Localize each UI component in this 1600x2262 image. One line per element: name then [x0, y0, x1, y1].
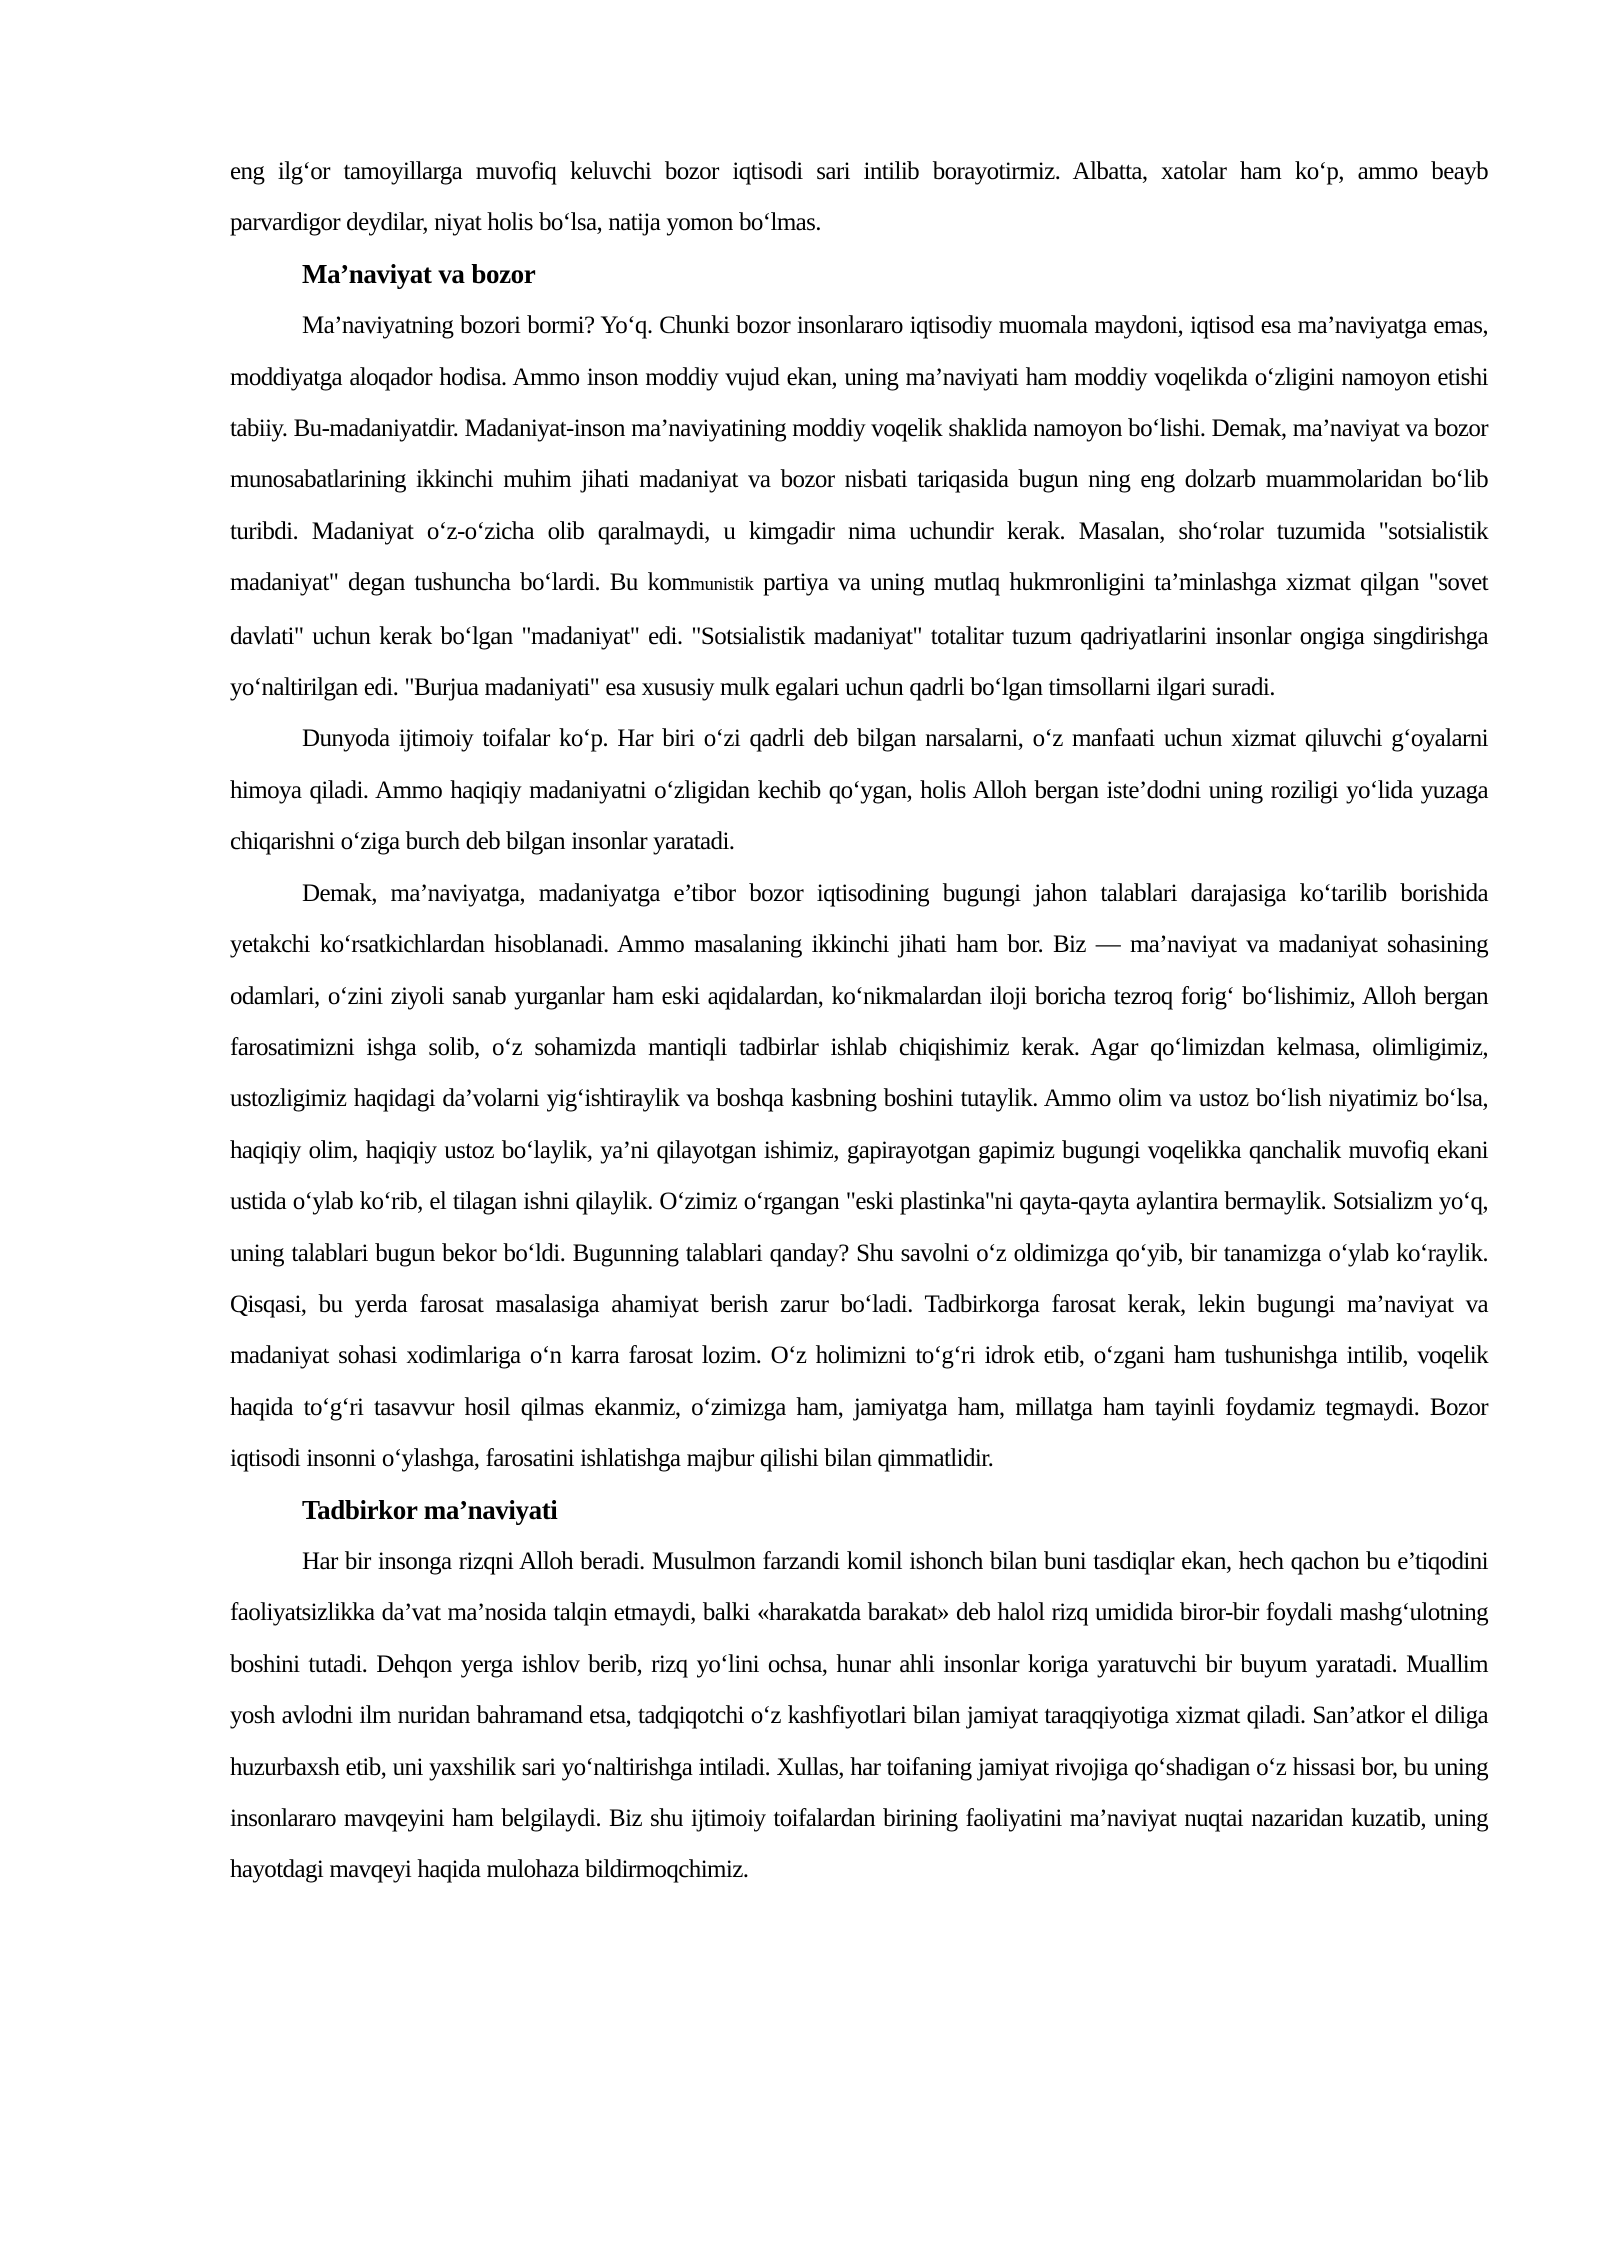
paragraph-text-small: munistik — [690, 574, 754, 596]
paragraph-manaviyat-bozori — [230, 300, 1488, 713]
section-heading-tadbirkor-manaviyati: Tadbirkor ma’naviyati — [302, 1494, 558, 1525]
paragraph-ijtimoiy-toifalar: Dunyoda ijtimoiy toifalar ko‘p. Har biri o‘zi qadrli deb bilgan narsalarni, o‘z manfaati uchun xizmat qiluvchi g‘oyalarni himoya qiladi. Ammo haqiqiy madaniyatni o‘zligidan kechib qo‘ygan, holis Alloh bergan iste’dodni uning roziligi yo‘lida yuzaga chiqarishni o‘ziga burch deb bilgan insonlar yaratadi. — [230, 725, 1488, 856]
paragraph-text-part: Ma’naviyatning bozori bormi? Yo‘q. Chunki bozor insonlararo iqtisodiy muomala maydoni, iqtisod esa ma’naviyatga emas, moddiyatga aloqador hodisa. Ammo inson moddiy vujud ekan, uning ma’naviyati ham moddiy voqelikda o‘zligini namoyon etishi tabiiy. Bu-madaniyatdir. Madaniyat-inson ma’naviyatining moddiy voqelik shaklida namoyon bo‘lishi. Demak, ma’naviyat va bozor munosabatlarining ikkinchi muhim jihati madaniyat va bozor nisbati tariqasida bugun ning eng dolzarb muammolaridan bo‘lib turibdi. Madaniyat o‘z-o‘zicha olib qaralmaydi, u kimgadir nima uchundir kerak. Masalan, sho‘rolar tuzumida "sotsialistik madaniyat" degan tushuncha bo‘lardi. Bu kom — [230, 312, 1488, 597]
paragraph-rizq: Har bir insonga rizqni Alloh beradi. Musulmon farzandi komil ishonch bilan buni tasdiqlar ekan, hech qachon bu e’tiqodini faoliyatsizlikka da’vat ma’nosida talqin etmaydi, balki «harakatda barakat» deb halol rizq umidida biror-bir foydali mashg‘ulotning boshini tutadi. Dehqon yerga ishlov berib, rizq yo‘lini ochsa, hunar ahli insonlar koriga yaratuvchi bir buyum yaratadi. Muallim yosh avlodni ilm nuridan bahramand etsa, tadqiqotchi o‘z kashfiyotlari bilan jamiyat taraqqiyotiga xizmat qiladi. San’atkor el diliga huzurbaxsh etib, uni yaxshilik sari yo‘naltirishga intiladi. Xullas, har toifaning jamiyat rivojiga qo‘shadigan o‘z hissasi bor, bu uning insonlararo mavqeyini ham belgilaydi. Biz shu ijtimoiy toifalardan birining faoliyatini ma’naviyat nuqtai nazaridan kuzatib, uning hayotdagi mavqeyi haqida mulohaza bildirmoqchimiz. — [230, 1547, 1488, 1884]
paragraph-text-part: partiya va uning mutlaq hukmronligini ta’minlashga xizmat qilgan "sovet davlati" uchun kerak bo‘lgan "madaniyat" edi. "Sotsialistik madaniyat" totalitar tuzum qadriyatlarini insonlar ongiga singdirishga yo‘naltirilgan edi. "Burjua madaniyati" esa xususiy mulk egalari uchun qadrli bo‘lgan timsollarni ilgari suradi. — [230, 569, 1488, 702]
document-page — [230, 146, 1488, 1896]
section-heading-manaviyat-va-bozor: Ma’naviyat va bozor — [302, 258, 536, 289]
paragraph-farosat: Demak, ma’naviyatga, madaniyatga e’tibor bozor iqtisodining bugungi jahon talablari darajasiga ko‘tarilib borishida yetakchi ko‘rsatkichlardan hisoblanadi. Ammo masalaning ikkinchi jihati ham bor. Biz — ma’naviyat va madaniyat sohasining odamlari, o‘zini ziyoli sanab yurganlar ham eski aqidalardan, ko‘nikmalardan iloji boricha tezroq forig‘ bo‘lishimiz, Alloh bergan farosatimizni ishga solib, o‘z sohamizda mantiqli tadbirlar ishlab chiqishimiz kerak. Agar qo‘limizdan kelmasa, olimligimiz, ustozligimiz haqidagi da’volarni yig‘ishtiraylik va boshqa kasbning boshini tutaylik. Ammo olim va ustoz bo‘lish niyatimiz bo‘lsa, haqiqiy olim, haqiqiy ustoz bo‘laylik, ya’ni qilayotgan ishimiz, gapirayotgan gapimiz bugungi voqelikka qanchalik muvofiq ekani ustida o‘ylab ko‘rib, el tilagan ishni qilaylik. O‘zimiz o‘rgangan "eski plastinka"ni qayta-qayta aylantira bermaylik. Sotsializm yo‘q, uning talablari bugun bekor bo‘ldi. Bugunning talablari qanday? Shu savolni o‘z oldimizga qo‘yib, bir tanamizga o‘ylab ko‘raylik. Qisqasi, bu yerda farosat masalasiga ahamiyat berish zarur bo‘ladi. Tadbirkorga farosat kerak, lekin bugungi ma’naviyat va madaniyat sohasi xodimlariga o‘n karra farosat lozim. O‘z holimizni to‘g‘ri idrok etib, o‘zgani ham tushunishga intilib, voqelik haqida to‘g‘ri tasavvur hosil qilmas ekanmiz, o‘zimizga ham, jamiyatga ham, millatga ham tayinli foydamiz tegmaydi. Bozor iqtisodi insonni o‘ylashga, farosatini ishlatishga majbur qilishi bilan qimmatlidir. — [230, 879, 1488, 1473]
paragraph-intro: eng ilg‘or tamoyillarga muvofiq keluvchi bozor iqtisodi sari intilib borayotirmiz. Albatta, xatolar ham ko‘p, ammo beayb parvardigor deydilar, niyat holis bo‘lsa, natija yomon bo‘lmas. — [230, 158, 1488, 237]
